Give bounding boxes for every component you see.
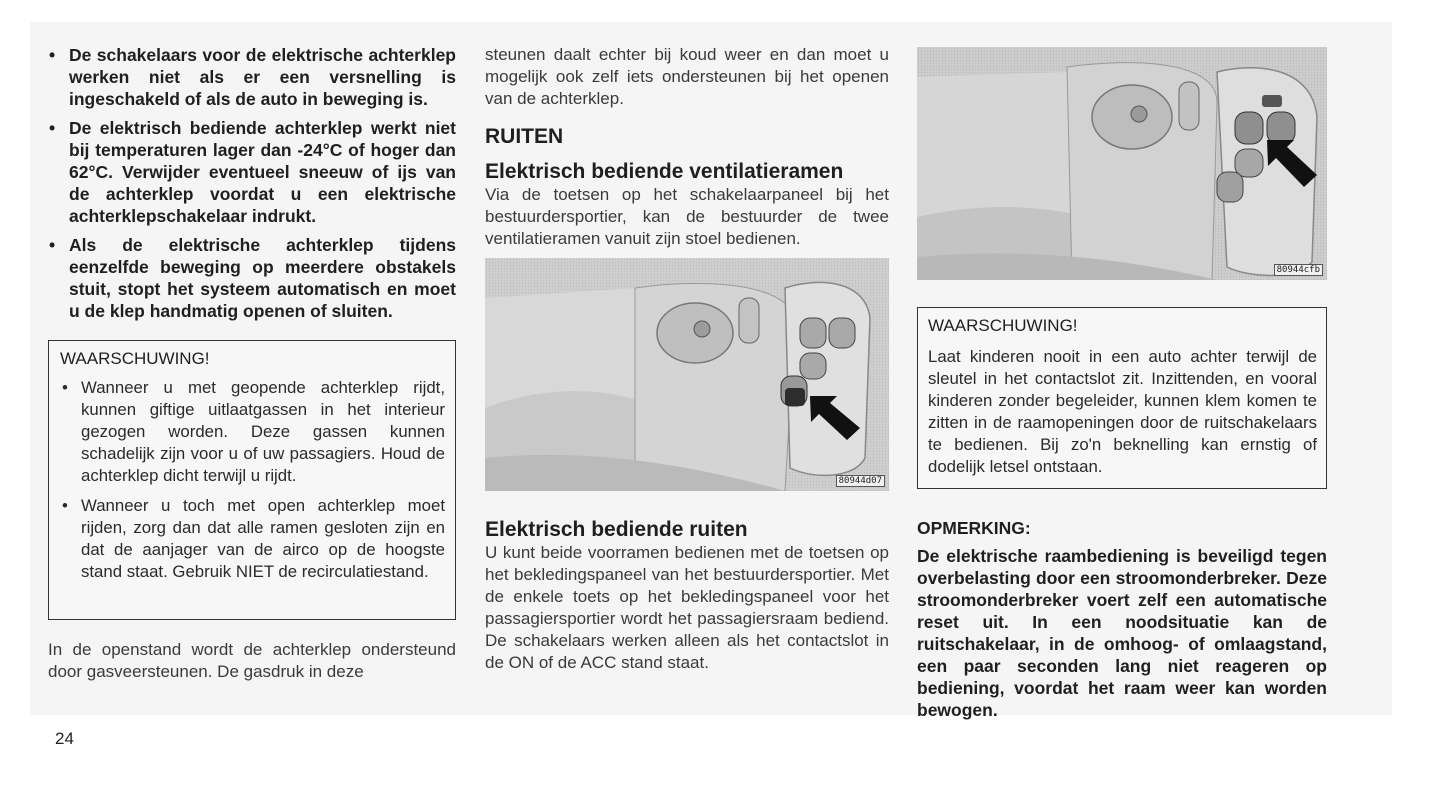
power-windows-section [485, 518, 889, 674]
subsection-heading: Elektrisch bediende ventilatieramen [485, 160, 844, 183]
paragraph-text: Via de toetsen op het schakelaarpaneel bij het bestuurdersportier, kan de bestuurder de twee ventilatieramen vanuit zijn stoel bedienen. [485, 185, 889, 248]
child-safety-warning-box [917, 307, 1327, 489]
warning-title: WAARSCHUWING! [928, 316, 1078, 335]
paragraph-text: U kunt beide voorramen bedienen met de toetsen op het bekledingspaneel van het bestuurdersportier. Met de enkele toets op het bekledingspaneel voor het passagiersportier wordt het passagiersraam bediend. De schakelaars werken alleen als het contactslot in de ON of de ACC stand staat. [485, 543, 889, 672]
note-text: De elektrische raambediening is beveiligd tegen overbelasting door een stroomonderbreker. Deze stroomonderbreker voert zelf een automatische reset uit. In een noodsituatie kan de ruitschakelaar, in de omhoog- of omlaagstand, een paar seconden lang niet reageren op bediening, voordat het raam weer kan worden bewogen. [917, 546, 1327, 720]
warning-item: • Wanneer u met geopende achterklep rijdt, kunnen giftige uitlaatgassen in het interieur gezogen worden. Deze gassen kunnen schadelijk zijn voor u of uw passagiers. Houd de achterklep dicht terwijl u rijdt. [60, 377, 445, 487]
warning-text: Laat kinderen nooit in een auto achter terwijl de sleutel in het contactslot zit. Inzittenden, en vooral kinderen zonder begeleider, kunnen klem komen te zitten in de raamopeningen door de ruitschakelaars te bedienen. Bij zo'n beknelling kan ernstig of dodelijk letsel ontstaan. [928, 347, 1317, 476]
note-title: OPMERKING: [917, 518, 1031, 538]
vent-windows-section [485, 160, 889, 250]
door-panel-illustration [917, 47, 1327, 280]
list-item: • De elektrisch bediende achterklep werkt niet bij temperaturen lager dan -24°C of hoger dan 62°C. Verwijder eventueel sneeuw of ijs van de achterklep voordat u een elektrische achterklepschakelaar indrukt. [48, 117, 456, 227]
section-heading-ruiten: RUITEN [485, 125, 564, 148]
list-item: • Als de elektrische achterklep tijdens eenzelfde beweging op meerdere obstakels stuit, stopt het systeem automatisch en moet u de klep handmatig openen of sluiten. [48, 234, 456, 322]
list-item: • De schakelaars voor de elektrische achterklep werken niet als er een versnelling is ingeschakeld of als de auto in beweging is. [48, 44, 456, 110]
gas-strut-paragraph [48, 639, 456, 683]
continuation-paragraph [485, 44, 889, 110]
warning-item: • Wanneer u toch met open achterklep moet rijden, zorg dan dat alle ramen gesloten zijn en dat de aanjager van de airco op de hoogste stand staat. Gebruik NIET de recirculatiestand. [60, 495, 445, 583]
warning-title: WAARSCHUWING! [60, 349, 210, 368]
warning-list [60, 377, 445, 583]
paragraph-text: steunen daalt echter bij koud weer en dan moet u mogelijk ook zelf iets ondersteunen bij het openen van de achterklep. [485, 45, 889, 108]
tailgate-notes-list [48, 44, 456, 329]
scanned-page [30, 22, 1392, 720]
subsection-heading: Elektrisch bediende ruiten [485, 518, 748, 541]
note-section [917, 517, 1327, 745]
tailgate-warning-box [48, 340, 456, 620]
door-panel-illustration [485, 258, 889, 491]
paragraph-text: In de openstand wordt de achterklep ondersteund door gasveersteunen. De gasdruk in deze [48, 640, 456, 681]
door-switch-photo-vent [485, 258, 889, 491]
page-number: 24 [55, 729, 74, 748]
photo-reference-code: 80944cfb [1274, 264, 1323, 276]
door-switch-photo-windows [917, 47, 1327, 280]
photo-reference-code: 80944d07 [836, 475, 885, 487]
